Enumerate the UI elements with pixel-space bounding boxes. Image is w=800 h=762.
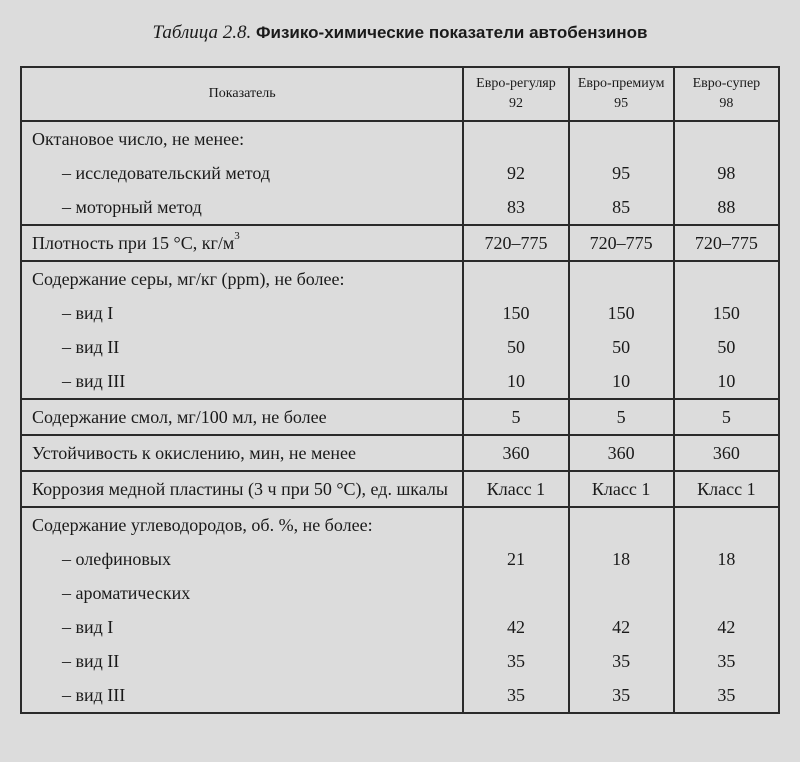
octane-col1: 92 83 (463, 121, 568, 225)
hydrocarbons-labels: Содержание углеводородов, об. %, не более: – олефиновых – ароматических – вид I – вид II – вид III (21, 507, 463, 713)
header-row (21, 67, 779, 121)
row-corrosion: Коррозия медной пластины (3 ч при 50 °С), ед. шкалы Класс 1 Класс 1 Класс 1 (21, 471, 779, 507)
row-resins: Содержание смол, мг/100 мл, не более 5 5 5 (21, 399, 779, 435)
row-octane (21, 121, 779, 225)
table-title (0, 22, 800, 44)
octane-col2: 95 85 (569, 121, 674, 225)
gasoline-properties-table (20, 66, 780, 714)
table-name: Физико-химические показатели автобензинов (256, 23, 648, 42)
header-euro-regular: Евро-регуляр 92 (463, 67, 568, 121)
octane-col3: 98 88 (674, 121, 779, 225)
header-indicator: Показатель (21, 67, 463, 121)
row-sulfur: Содержание серы, мг/кг (ppm), не более: – вид I – вид II – вид III 150 50 10 150 50 10 150 50 10 (21, 261, 779, 399)
row-oxidation: Устойчивость к окислению, мин, не менее 360 360 360 (21, 435, 779, 471)
row-density: Плотность при 15 °С, $кг/м^3$ 720–775 720–775 720–775 (21, 225, 779, 261)
octane-labels: Октановое число, не менее: – исследовательский метод – моторный метод (21, 121, 463, 225)
header-euro-premium: Евро-премиум 95 (569, 67, 674, 121)
sulfur-labels: Содержание серы, мг/кг (ppm), не более: – вид I – вид II – вид III (21, 261, 463, 399)
table-number: Таблица 2.8. (152, 22, 252, 43)
row-hydrocarbons: Содержание углеводородов, об. %, не более: – олефиновых – ароматических – вид I – вид II – вид III 21 42 35 35 18 42 35 35 18 42 35 35 (21, 507, 779, 713)
density-label: Плотность при 15 °С, $кг/м^3$ (21, 225, 463, 261)
header-euro-super: Евро-супер 98 (674, 67, 779, 121)
